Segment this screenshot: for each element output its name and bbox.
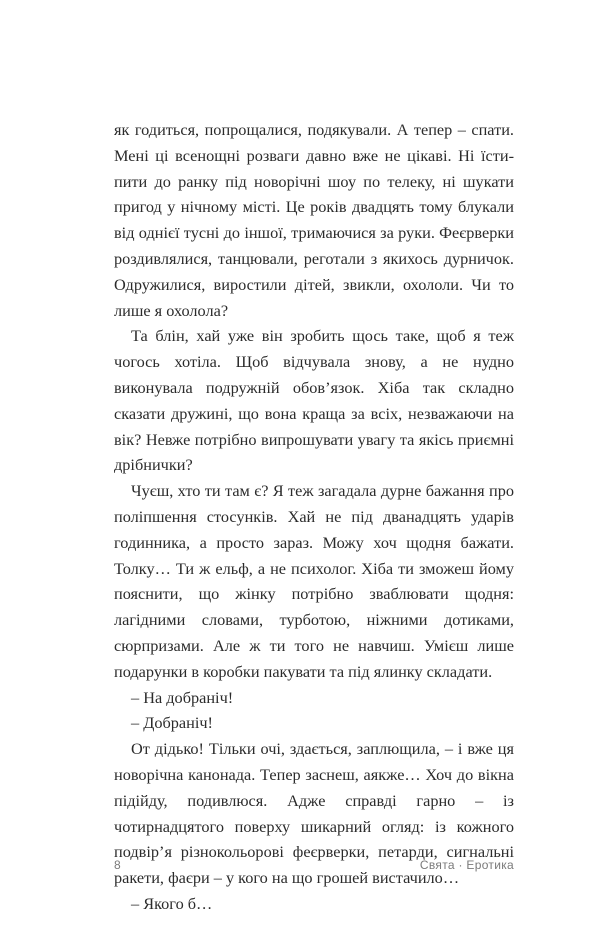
page-footer (114, 858, 514, 878)
paragraph: От дідько! Тільки очі, здається, заплющила, – і вже ця новорічна канонада. Тепер заснеш, аякже… Хоч до вікна підійду, подивлюся. Адже справді гарно – із чотирнадцятого поверху шикарний огляд: із кожного подвір’я різнокольорові феєрверки, петарди, сигнальні ракети, фаєри – у кого на що грошей вистачило… (114, 739, 514, 888)
dialogue-line: – Добраніч! (131, 713, 213, 733)
dialogue-line: – На добраніч! (131, 687, 234, 707)
page-number: 8 (114, 858, 121, 872)
running-head: Свята · Еротика (419, 858, 514, 872)
paragraph: як годиться, попрощалися, подякували. А тепер – спати. Мені ці всенощні розваги давно вже не цікаві. Ні їсти-пити до ранку під новорічні шоу по телеку, ні шукати пригод у нічному місті. Це років двадцять тому блукали від однієї тусні до іншої, тримаючися за руки. Феєрверки роздивлялися, танцювали, реготали з якихось дурничок. Одружилися, виростили дітей, звикли, охололи. Чи то лише я охолола? (114, 120, 514, 320)
paragraph: Чуєш, хто ти там є? Я теж загадала дурне бажання про поліпшення стосунків. Хай не під дванадцять ударів годинника, а просто зараз. Можу хоч щодня бажати. Толку… Ти ж ельф, а не психолог. Хіба ти зможеш йому пояснити, що жінку потрібно зваблювати щодня: лагідними словами, турботою, ніжними дотиками, сюрпризами. Але ж ти того не навчиш. Умієш лише подарунки в коробки пакувати та під ялинку складати. (114, 481, 514, 681)
paragraph: Та блін, хай уже він зробить щось таке, щоб я теж чогось хотіла. Щоб відчувала знову, а не нудно виконувала подружній обов’язок. Хіба так складно сказати дружині, що вона краща за всіх, незважаючи на вік? Невже потрібно випрошувати увагу та якісь приємні дрібнички? (114, 326, 514, 475)
body-text (114, 117, 514, 917)
dialogue-line: – Якого б… (131, 893, 213, 913)
